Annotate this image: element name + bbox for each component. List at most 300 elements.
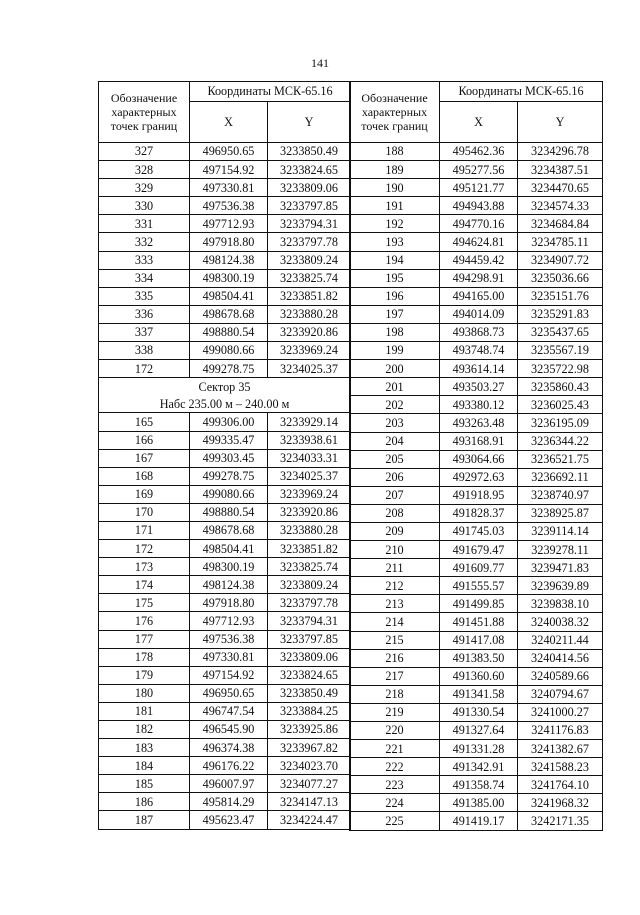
coord-x: 496374.38 [190,739,268,757]
table-row [350,631,603,649]
coord-y: 3240038.32 [518,613,603,631]
coord-y: 3233794.31 [268,612,351,630]
coord-x: 493503.27 [440,378,518,396]
coord-x: 492972.63 [440,468,518,486]
coord-y: 3240589.66 [518,667,603,685]
coord-x: 493168.91 [440,432,518,450]
coord-x: 497918.80 [190,594,268,612]
coord-x: 496747.54 [190,702,268,720]
table-row [350,323,603,341]
coord-x: 495462.36 [440,143,518,161]
coord-y: 3242171.35 [518,812,603,830]
point-id: 201 [350,378,440,396]
table-row [99,215,351,233]
coord-y: 3235437.65 [518,323,603,341]
point-id: 190 [350,179,440,197]
table-row [350,722,603,740]
point-id: 168 [99,467,190,485]
header-label-line: характерных [361,105,428,119]
point-id: 195 [350,269,440,287]
header-coords: Координаты МСК-65.16 [440,82,603,102]
coord-y: 3234025.37 [268,360,351,378]
point-id: 328 [99,161,190,179]
coord-x: 493263.48 [440,414,518,432]
table-row [99,793,351,811]
table-row [99,323,351,341]
coord-y: 3233809.24 [268,576,351,594]
coord-y: 3233967.82 [268,739,351,757]
table-row [350,251,603,269]
coord-y: 3233851.82 [268,287,351,305]
coord-x: 491342.91 [440,758,518,776]
table-row [350,215,603,233]
header-point-label [99,82,190,143]
table-row [99,342,351,360]
coord-y: 3235151.76 [518,287,603,305]
table-row [350,758,603,776]
point-id: 214 [350,613,440,631]
coord-y: 3233929.14 [268,413,351,431]
table-row [99,360,351,378]
table-row [350,432,603,450]
coord-y: 3239278.11 [518,541,603,559]
coord-y: 3234387.51 [518,161,603,179]
point-id: 166 [99,431,190,449]
coord-y: 3233850.49 [268,684,351,702]
point-id: 203 [350,414,440,432]
table-row [99,576,351,594]
coord-x: 496545.90 [190,721,268,739]
coord-y: 3233797.85 [268,630,351,648]
table-row [99,811,351,829]
point-id: 225 [350,812,440,830]
coord-y: 3233797.85 [268,197,351,215]
coord-y: 3241000.27 [518,703,603,721]
coord-y: 3235722.98 [518,360,603,378]
coord-y: 3241764.10 [518,776,603,794]
coord-x: 491331.28 [440,740,518,758]
point-id: 338 [99,342,190,360]
header-y: Y [518,102,603,143]
table-row [350,414,603,432]
table-row [99,540,351,558]
table-row [350,342,603,360]
coord-x: 495814.29 [190,793,268,811]
coord-y: 3233884.25 [268,702,351,720]
point-id: 172 [99,360,190,378]
coord-y: 3241176.83 [518,722,603,740]
coord-y: 3235036.66 [518,269,603,287]
coord-x: 498678.68 [190,521,268,539]
coord-y: 3233920.86 [268,503,351,521]
table-row [350,685,603,703]
coord-y: 3239639.89 [518,577,603,595]
coord-y: 3233880.28 [268,305,351,323]
point-id: 336 [99,305,190,323]
point-id: 194 [350,251,440,269]
coord-x: 498300.19 [190,269,268,287]
point-id: 221 [350,740,440,758]
header-label-line: точек границ [361,119,428,133]
point-id: 335 [99,287,190,305]
coord-x: 496007.97 [190,775,268,793]
coord-y: 3234574.33 [518,197,603,215]
coord-x: 497712.93 [190,215,268,233]
point-id: 217 [350,667,440,685]
coord-x: 496176.22 [190,757,268,775]
table-row [99,287,351,305]
coord-x: 499080.66 [190,342,268,360]
coord-x: 495121.77 [440,179,518,197]
coord-y: 3236521.75 [518,450,603,468]
coord-x: 493614.14 [440,360,518,378]
point-id: 205 [350,450,440,468]
coord-y: 3233825.74 [268,269,351,287]
table-row [350,450,603,468]
coord-x: 491383.50 [440,649,518,667]
point-id: 330 [99,197,190,215]
coord-y: 3241968.32 [518,794,603,812]
table-row [350,812,603,830]
point-id: 175 [99,594,190,612]
coord-x: 495277.56 [440,161,518,179]
coord-y: 3233824.65 [268,666,351,684]
point-id: 165 [99,413,190,431]
coord-x: 493868.73 [440,323,518,341]
header-coords: Координаты МСК-65.16 [190,82,351,102]
coord-x: 498300.19 [190,558,268,576]
table-row [99,666,351,684]
coord-y: 3233851.82 [268,540,351,558]
coord-x: 494014.09 [440,305,518,323]
coordinates-table-left [98,81,351,830]
coord-x: 491499.85 [440,595,518,613]
table-row [350,468,603,486]
coord-y: 3233920.86 [268,323,351,341]
coord-x: 491609.77 [440,559,518,577]
table-row [99,431,351,449]
point-id: 198 [350,323,440,341]
table-row [350,577,603,595]
table-row [350,649,603,667]
coord-x: 499278.75 [190,360,268,378]
coord-x: 491918.95 [440,486,518,504]
coord-y: 3241382.67 [518,740,603,758]
table-row [99,702,351,720]
coord-x: 491360.60 [440,667,518,685]
point-id: 184 [99,757,190,775]
table-row [99,467,351,485]
header-label-line: Обозначение [110,91,178,105]
coord-y: 3233880.28 [268,521,351,539]
coord-x: 494459.42 [440,251,518,269]
table-row [99,757,351,775]
header-y: Y [268,102,351,143]
point-id: 216 [350,649,440,667]
coord-y: 3240414.56 [518,649,603,667]
point-id: 179 [99,666,190,684]
coord-y: 3234023.70 [268,757,351,775]
coord-x: 498124.38 [190,576,268,594]
coord-x: 498678.68 [190,305,268,323]
coord-x: 491330.54 [440,703,518,721]
table-row [99,558,351,576]
point-id: 185 [99,775,190,793]
table-row [350,305,603,323]
table-row [350,161,603,179]
point-id: 192 [350,215,440,233]
point-id: 334 [99,269,190,287]
coord-x: 498504.41 [190,540,268,558]
table-row [99,161,351,179]
table-row [350,541,603,559]
coord-x: 491417.08 [440,631,518,649]
coord-y: 3233809.06 [268,179,351,197]
point-id: 167 [99,449,190,467]
table-row [350,559,603,577]
coord-x: 498880.54 [190,503,268,521]
point-id: 327 [99,143,190,161]
coord-y: 3238925.87 [518,504,603,522]
table-row [350,794,603,812]
coord-x: 499278.75 [190,467,268,485]
coord-x: 491555.57 [440,577,518,595]
header-label-line: характерных [111,105,177,119]
coord-x: 491385.00 [440,794,518,812]
table-row [99,485,351,503]
point-id: 181 [99,702,190,720]
coord-y: 3239114.14 [518,522,603,540]
coord-y: 3234224.47 [268,811,351,829]
point-id: 200 [350,360,440,378]
table-row [99,503,351,521]
point-id: 173 [99,558,190,576]
coord-y: 3234907.72 [518,251,603,269]
sector-title: Сектор 35 [99,378,351,396]
header-label-line: точек границ [110,119,178,133]
coord-y: 3234296.78 [518,143,603,161]
table-row [350,197,603,215]
table-row [350,287,603,305]
point-id: 191 [350,197,440,215]
table-row [350,486,603,504]
coord-y: 3239471.83 [518,559,603,577]
coord-x: 499306.00 [190,413,268,431]
table-row [350,378,603,396]
point-id: 211 [350,559,440,577]
table-row [350,179,603,197]
table-row [99,395,351,413]
coord-y: 3241588.23 [518,758,603,776]
point-id: 172 [99,540,190,558]
point-id: 182 [99,721,190,739]
coord-x: 494624.81 [440,233,518,251]
coord-y: 3236692.11 [518,468,603,486]
coord-x: 491327.64 [440,722,518,740]
table-row [99,233,351,251]
point-id: 197 [350,305,440,323]
point-id: 189 [350,161,440,179]
table-row [99,648,351,666]
point-id: 212 [350,577,440,595]
coord-x: 497154.92 [190,161,268,179]
point-id: 171 [99,521,190,539]
coord-y: 3233797.78 [268,594,351,612]
coord-x: 494165.00 [440,287,518,305]
coord-y: 3239838.10 [518,595,603,613]
table-row [99,739,351,757]
coord-x: 499303.45 [190,449,268,467]
point-id: 186 [99,793,190,811]
point-id: 209 [350,522,440,540]
coord-x: 493064.66 [440,450,518,468]
table-row [99,721,351,739]
table-row [350,667,603,685]
coord-y: 3233969.24 [268,485,351,503]
coord-x: 491419.17 [440,812,518,830]
table-row [99,378,351,396]
point-id: 207 [350,486,440,504]
coord-x: 494943.88 [440,197,518,215]
table-row [99,449,351,467]
point-id: 206 [350,468,440,486]
point-id: 337 [99,323,190,341]
point-id: 196 [350,287,440,305]
coord-y: 3236025.43 [518,396,603,414]
point-id: 202 [350,396,440,414]
coord-y: 3234147.13 [268,793,351,811]
point-id: 208 [350,504,440,522]
coord-x: 497918.80 [190,233,268,251]
coord-x: 491358.74 [440,776,518,794]
coord-x: 498124.38 [190,251,268,269]
coord-y: 3234470.65 [518,179,603,197]
table-row [350,360,603,378]
coord-x: 499335.47 [190,431,268,449]
coord-x: 491679.47 [440,541,518,559]
coordinates-table-right [349,81,603,831]
point-id: 219 [350,703,440,721]
coord-y: 3234033.31 [268,449,351,467]
table-row [99,305,351,323]
coord-y: 3233825.74 [268,558,351,576]
table-row [99,612,351,630]
point-id: 183 [99,739,190,757]
coord-y: 3234684.84 [518,215,603,233]
coord-y: 3233824.65 [268,161,351,179]
point-id: 177 [99,630,190,648]
point-id: 215 [350,631,440,649]
point-id: 222 [350,758,440,776]
table-row [350,143,603,161]
coord-y: 3236344.22 [518,432,603,450]
coord-x: 491828.37 [440,504,518,522]
coord-y: 3236195.09 [518,414,603,432]
point-id: 329 [99,179,190,197]
coord-y: 3234077.27 [268,775,351,793]
table-row [99,521,351,539]
coord-y: 3240794.67 [518,685,603,703]
coord-x: 496950.65 [190,143,268,161]
point-id: 199 [350,342,440,360]
coord-x: 491451.88 [440,613,518,631]
coord-y: 3235291.83 [518,305,603,323]
table-row [350,269,603,287]
coord-x: 498880.54 [190,323,268,341]
coord-x: 491341.58 [440,685,518,703]
table-row [99,179,351,197]
table-row [99,143,351,161]
coord-x: 493380.12 [440,396,518,414]
coord-y: 3233938.61 [268,431,351,449]
coord-x: 497154.92 [190,666,268,684]
coord-x: 497330.81 [190,179,268,197]
coord-y: 3238740.97 [518,486,603,504]
coord-y: 3233794.31 [268,215,351,233]
point-id: 204 [350,432,440,450]
coord-y: 3235860.43 [518,378,603,396]
coord-x: 491745.03 [440,522,518,540]
header-x: X [190,102,268,143]
point-id: 170 [99,503,190,521]
coord-x: 497536.38 [190,197,268,215]
table-row [350,233,603,251]
table-row [350,595,603,613]
point-id: 193 [350,233,440,251]
coord-y: 3233809.06 [268,648,351,666]
coord-y: 3233969.24 [268,342,351,360]
coord-x: 493748.74 [440,342,518,360]
point-id: 224 [350,794,440,812]
coord-x: 494298.91 [440,269,518,287]
table-row [350,504,603,522]
table-row [350,522,603,540]
table-row [99,684,351,702]
coord-y: 3233797.78 [268,233,351,251]
table-row [99,775,351,793]
coord-y: 3240211.44 [518,631,603,649]
coord-x: 499080.66 [190,485,268,503]
table-row [99,269,351,287]
point-id: 169 [99,485,190,503]
point-id: 176 [99,612,190,630]
table-row [350,776,603,794]
coord-y: 3233809.24 [268,251,351,269]
coord-y: 3235567.19 [518,342,603,360]
point-id: 210 [350,541,440,559]
point-id: 178 [99,648,190,666]
point-id: 187 [99,811,190,829]
point-id: 331 [99,215,190,233]
point-id: 223 [350,776,440,794]
point-id: 174 [99,576,190,594]
point-id: 220 [350,722,440,740]
table-row [99,630,351,648]
table-row [350,613,603,631]
point-id: 332 [99,233,190,251]
table-row [350,740,603,758]
coord-x: 497712.93 [190,612,268,630]
table-row [99,251,351,269]
point-id: 188 [350,143,440,161]
header-x: X [440,102,518,143]
point-id: 180 [99,684,190,702]
header-label-line: Обозначение [361,91,428,105]
coord-y: 3233925.86 [268,721,351,739]
header-point-label [350,82,440,143]
point-id: 218 [350,685,440,703]
table-row [350,703,603,721]
